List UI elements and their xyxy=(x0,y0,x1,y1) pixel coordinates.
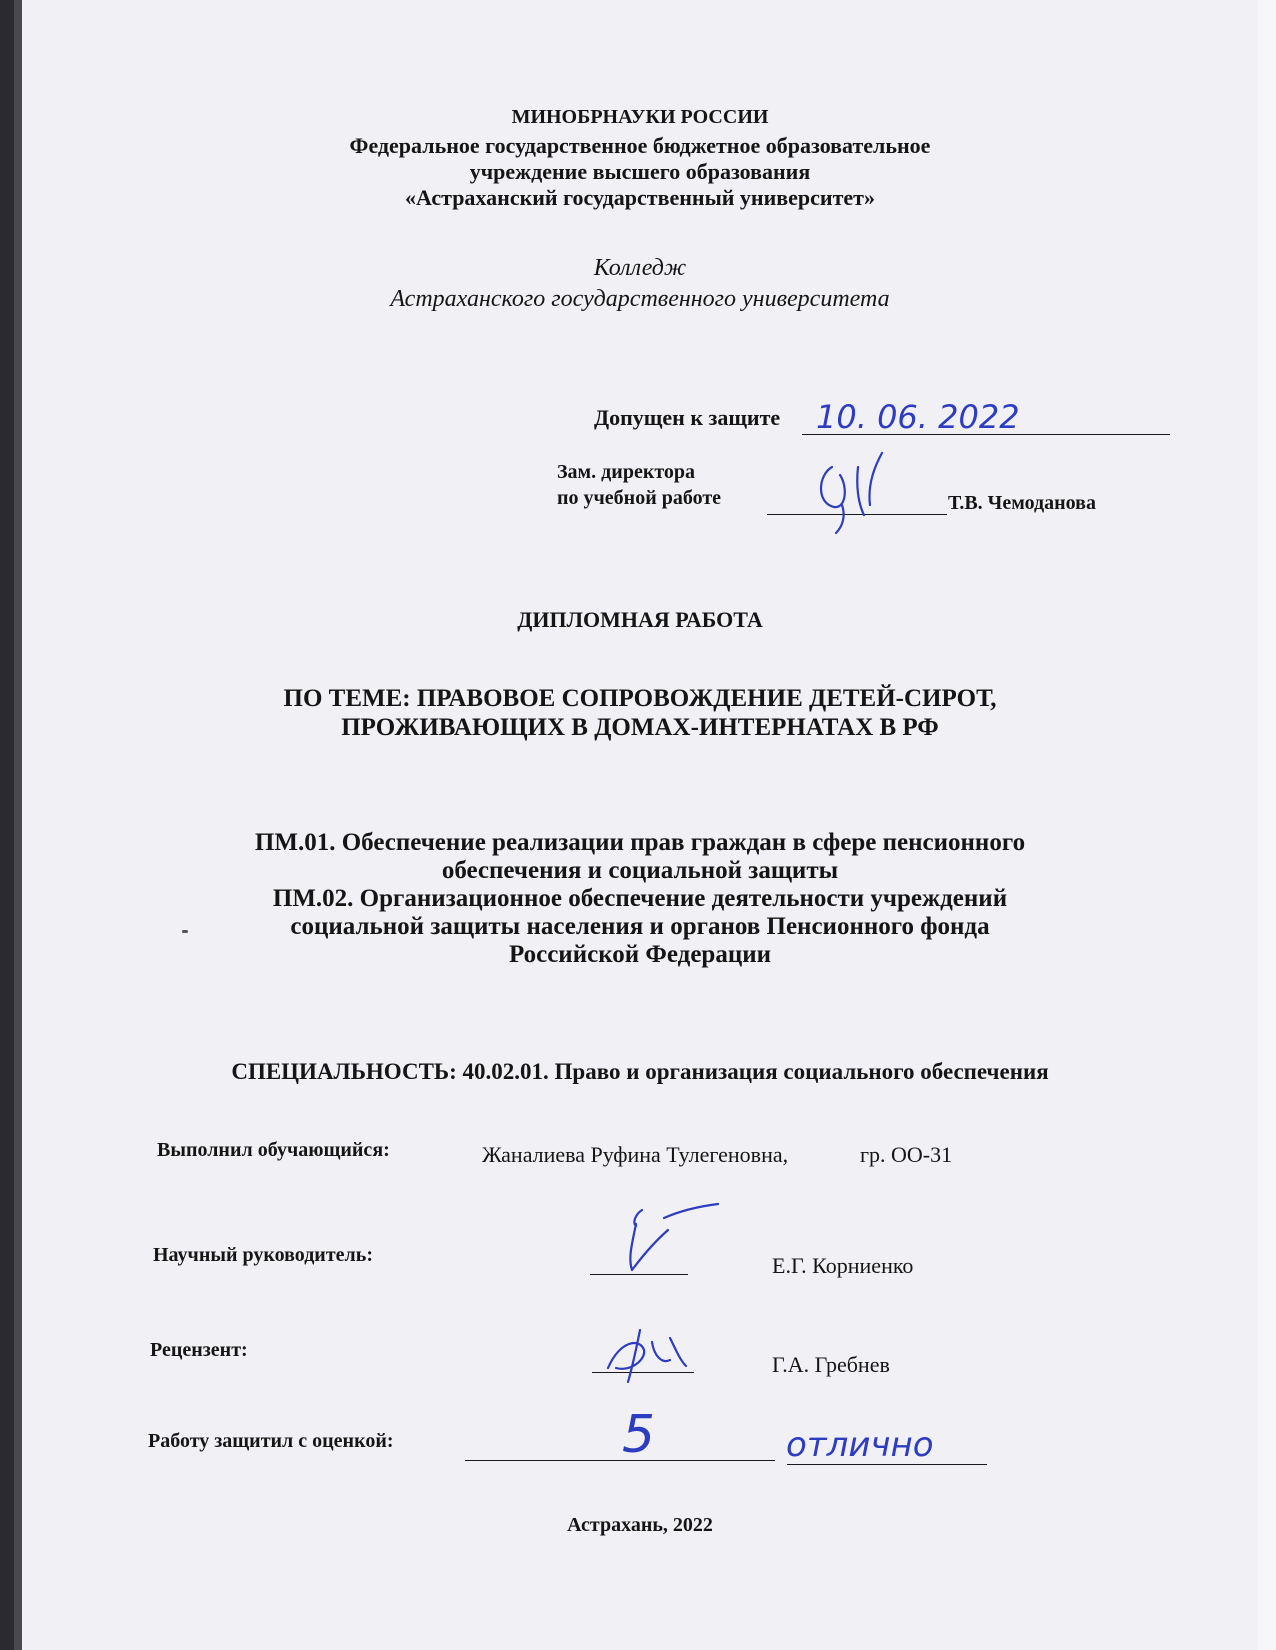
module-line-3: ПМ.02. Организационное обеспечение деятельности учреждений xyxy=(272,885,1008,912)
module-line-2: обеспечения и социальной защиты xyxy=(441,857,839,884)
student-name: Жаналиева Руфина Тулегеновна, xyxy=(482,1142,789,1167)
grade-word-handwriting xyxy=(782,1420,982,1464)
grade-number-handwriting xyxy=(612,1398,692,1465)
college-name-line-1: Колледж xyxy=(593,255,687,281)
module-line-4: социальной защиты населения и органов Пенсионного фонда xyxy=(290,913,990,940)
supervisor-signature xyxy=(602,1200,732,1280)
org-name-line-3: «Астраханский государственный университет» xyxy=(405,185,875,210)
specialty: СПЕЦИАЛЬНОСТЬ: 40.02.01. Право и организация социального обеспечения xyxy=(231,1059,1049,1084)
supervisor-label: Научный руководитель: xyxy=(153,1244,373,1266)
svg-text:отлично: отлично xyxy=(786,1425,934,1465)
title-page xyxy=(22,0,1258,1650)
ministry-name: МИНОБРНАУКИ РОССИИ xyxy=(511,106,769,128)
grade-label: Работу защитил с оценкой: xyxy=(148,1430,394,1452)
org-name-line-2: учреждение высшего образования xyxy=(469,159,811,184)
module-line-5: Российской Федерации xyxy=(508,941,772,968)
work-type: ДИПЛОМНАЯ РАБОТА xyxy=(517,607,763,632)
city-year: Астрахань, 2022 xyxy=(567,1514,713,1536)
topic-line-2: ПРОЖИВАЮЩИХ В ДОМАХ-ИНТЕРНАТАХ В РФ xyxy=(341,714,939,741)
college-name-line-2: Астраханского государственного университета xyxy=(390,286,890,312)
org-name-line-1: Федеральное государственное бюджетное образовательное xyxy=(349,133,931,158)
admitted-label: Допущен к защите xyxy=(594,405,781,430)
student-group: гр. ОО-31 xyxy=(860,1142,953,1167)
admitted-date-handwriting xyxy=(812,398,1052,438)
scanner-left-edge-shade xyxy=(14,0,22,1650)
deputy-title-line-2: по учебной работе xyxy=(557,487,722,509)
topic-line-1: ПО ТЕМЕ: ПРАВОВОЕ СОПРОВОЖДЕНИЕ ДЕТЕЙ-СИРОТ, xyxy=(283,685,997,712)
deputy-signature xyxy=(812,445,932,535)
svg-text:10. 06. 2022: 10. 06. 2022 xyxy=(816,398,1020,436)
scanner-right-edge xyxy=(1257,0,1276,1650)
reviewer-name: Г.А. Гребнев xyxy=(772,1352,890,1377)
student-label: Выполнил обучающийся: xyxy=(157,1139,390,1161)
supervisor-name: Е.Г. Корниенко xyxy=(772,1253,914,1278)
module-line-1: ПМ.01. Обеспечение реализации прав граждан в сфере пенсионного xyxy=(254,829,1026,856)
deputy-title-line-1: Зам. директора xyxy=(557,461,696,483)
deputy-name: Т.В. Чемоданова xyxy=(948,492,1096,514)
scan-speck xyxy=(182,930,188,933)
reviewer-signature xyxy=(600,1320,710,1390)
reviewer-label: Рецензент: xyxy=(150,1339,248,1361)
svg-text:5: 5 xyxy=(622,1405,656,1465)
